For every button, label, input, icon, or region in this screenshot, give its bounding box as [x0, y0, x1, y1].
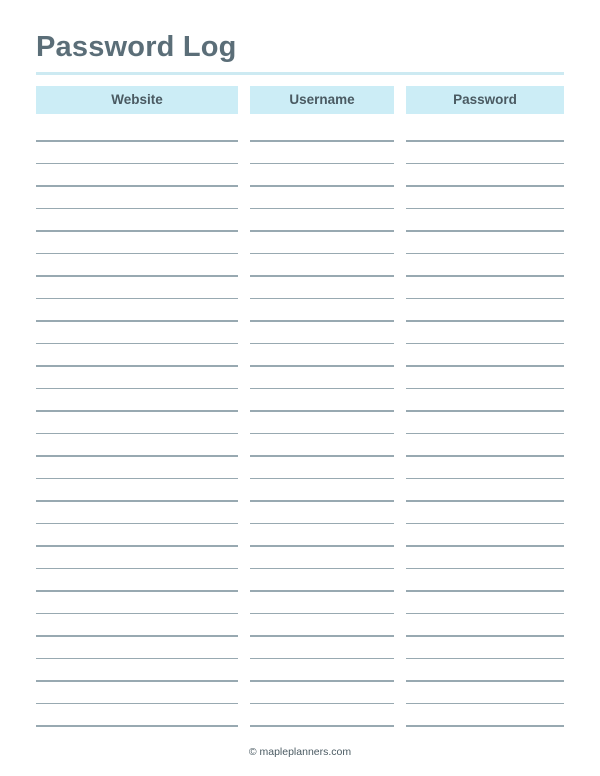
page-title: Password Log — [36, 31, 237, 63]
write-line — [406, 320, 564, 322]
write-line — [250, 703, 394, 705]
write-line — [406, 140, 564, 142]
write-line — [406, 433, 564, 435]
write-line — [250, 253, 394, 255]
write-line — [36, 410, 238, 412]
write-line — [406, 365, 564, 367]
username-column — [250, 86, 394, 114]
write-line — [406, 185, 564, 187]
website-column — [36, 86, 238, 114]
write-line — [36, 253, 238, 255]
write-line — [36, 320, 238, 322]
write-line — [36, 298, 238, 300]
write-line — [406, 658, 564, 660]
write-line — [406, 343, 564, 345]
write-line — [36, 140, 238, 142]
write-line — [36, 725, 238, 727]
write-line — [36, 230, 238, 232]
write-line — [250, 320, 394, 322]
write-line — [406, 703, 564, 705]
write-line — [250, 635, 394, 637]
write-line — [36, 703, 238, 705]
write-line — [36, 343, 238, 345]
write-line — [406, 680, 564, 682]
write-line — [406, 230, 564, 232]
title-divider — [36, 72, 564, 75]
write-line — [406, 163, 564, 165]
write-line — [36, 208, 238, 210]
write-line — [36, 523, 238, 525]
write-line — [36, 635, 238, 637]
write-line — [250, 613, 394, 615]
write-line — [250, 590, 394, 592]
write-line — [250, 478, 394, 480]
write-line — [406, 208, 564, 210]
write-line — [250, 500, 394, 502]
write-line — [250, 455, 394, 457]
write-line — [36, 433, 238, 435]
write-line — [250, 658, 394, 660]
write-line — [406, 478, 564, 480]
write-line — [406, 568, 564, 570]
write-line — [250, 298, 394, 300]
write-line — [250, 230, 394, 232]
write-line — [406, 613, 564, 615]
write-line — [250, 568, 394, 570]
write-line — [250, 185, 394, 187]
write-line — [406, 410, 564, 412]
write-line — [406, 635, 564, 637]
write-line — [250, 433, 394, 435]
write-line — [36, 568, 238, 570]
write-line — [36, 388, 238, 390]
write-line — [406, 500, 564, 502]
write-line — [250, 140, 394, 142]
write-line — [36, 545, 238, 547]
write-line — [406, 523, 564, 525]
write-line — [406, 725, 564, 727]
write-line — [36, 613, 238, 615]
write-line — [36, 500, 238, 502]
write-line — [250, 208, 394, 210]
write-line — [250, 388, 394, 390]
write-line — [36, 478, 238, 480]
write-line — [36, 590, 238, 592]
write-line — [250, 343, 394, 345]
website-column-header: Website — [36, 86, 238, 114]
write-line — [36, 185, 238, 187]
write-line — [406, 455, 564, 457]
write-line — [36, 658, 238, 660]
write-line — [406, 253, 564, 255]
write-line — [36, 275, 238, 277]
write-line — [406, 388, 564, 390]
write-line — [250, 365, 394, 367]
write-line — [406, 590, 564, 592]
write-line — [250, 680, 394, 682]
footer-credit: © mapleplanners.com — [248, 746, 352, 758]
password-column — [406, 86, 564, 114]
write-line — [250, 163, 394, 165]
write-line — [36, 163, 238, 165]
write-line — [36, 365, 238, 367]
write-line — [406, 275, 564, 277]
username-column-header: Username — [250, 86, 394, 114]
write-line — [250, 410, 394, 412]
write-line — [406, 545, 564, 547]
password-column-header: Password — [406, 86, 564, 114]
write-line — [250, 725, 394, 727]
write-line — [36, 455, 238, 457]
write-line — [250, 545, 394, 547]
write-line — [250, 523, 394, 525]
write-line — [250, 275, 394, 277]
write-line — [406, 298, 564, 300]
write-line — [36, 680, 238, 682]
